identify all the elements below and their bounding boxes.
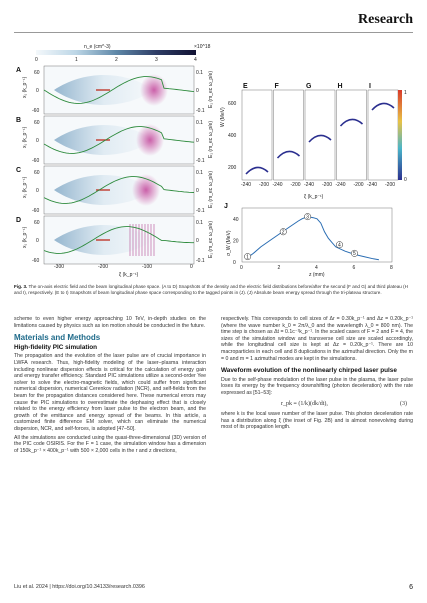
phase-y-label: W (MeV) [220, 107, 226, 127]
footer-citation: Liu et al. 2024 | https://doi.org/10.34133/research.0396 [14, 584, 145, 590]
chart-frame [242, 208, 392, 262]
svg-text:1: 1 [75, 57, 78, 63]
y-tick: -60 [32, 108, 40, 114]
colorbar-exponent: ×10^18 [194, 44, 211, 50]
panel-a [16, 66, 214, 114]
y-tick: 0 [36, 188, 39, 194]
x-tick: 0 [240, 265, 243, 271]
panel-d [16, 216, 214, 264]
x-tick: 6 [352, 265, 356, 271]
panel-frame [242, 90, 272, 180]
panel-label-G: G [306, 83, 312, 90]
svg-text:400: 400 [228, 133, 237, 139]
svg-text:0: 0 [35, 57, 38, 63]
panel-c [16, 166, 214, 214]
x-tick: -240 [367, 182, 378, 188]
panel-f [273, 83, 304, 188]
equation-number: (3) [400, 400, 407, 407]
y-tick: 0 [36, 88, 39, 94]
y-tick: -60 [32, 158, 40, 164]
right-y-tick: -0.1 [196, 108, 205, 114]
colorbar [36, 50, 196, 55]
right-y-tick: -0.1 [196, 258, 205, 264]
subsection-heading-simulation: High-fidelity PIC simulation [14, 343, 98, 351]
panel-label-I: I [369, 83, 371, 90]
left-y-label: x₁ (k_p⁻¹) [22, 126, 28, 148]
panel-label-E: E [243, 83, 248, 90]
panel-label-D: D [16, 217, 22, 224]
y-tick: 60 [34, 70, 40, 76]
panel-i [367, 83, 398, 188]
right-y-tick: 0.1 [196, 70, 203, 76]
equation-body: r_pk ≡ (1/k)(dk/dt), [281, 400, 328, 407]
svg-text:0: 0 [190, 264, 193, 270]
panel-label-B: B [16, 117, 22, 124]
right-y-label: E₁ (m_ec ω_p/e) [208, 71, 214, 108]
journal-title: Research [358, 12, 413, 27]
subsection-heading-waveform: Waveform evolution of the nonlinearly chirped laser pulse [221, 367, 397, 375]
x-tick: 8 [390, 265, 393, 271]
svg-text:-200: -200 [98, 264, 109, 270]
left-paragraph-3: All the simulations are conducted using the quasi-three-dimensional (3D) version of the PIC code OSIRIS. For the F = 1 case, the simulation window has a dimension of 150k_p⁻¹ × 400k_p⁻¹ with 500 × 2,000 cells in the r and z directions, [14, 434, 206, 454]
svg-text:ξ (k_p⁻¹): ξ (k_p⁻¹) [119, 272, 139, 278]
x-tick: -240 [241, 182, 252, 188]
right-y-tick: -0.1 [196, 158, 205, 164]
phase-y-ticks [228, 101, 237, 171]
right-column [221, 316, 413, 433]
svg-text:600: 600 [228, 101, 237, 107]
right-y-tick: 0 [196, 238, 199, 244]
equation-3 [221, 401, 413, 408]
caption-text: The on-axis electric field and the beam longitudinal phase space. (A to D) Snapshots of the density and the electric field distributions before/after the second (F and G) and third plateau (H and I), respectively. (E to I) Snapshots of beam longitudinal phase space corresponding to the tagged points in (J). (J) Absolute beam energy spread through the tri-plateau structure. [14, 284, 408, 296]
x-tick: 2 [277, 265, 281, 271]
svg-text:4: 4 [194, 57, 197, 63]
laser-pulse [140, 74, 168, 106]
panel-label-J: J [224, 203, 228, 210]
left-x-axis [54, 264, 193, 278]
y-tick: -60 [32, 208, 40, 214]
marker-label-3: 3 [306, 214, 309, 221]
x-tick: -200 [290, 182, 301, 188]
figure-caption [14, 284, 413, 296]
left-paragraph-1: scheme to even higher energy approaching 10 TeV, in-depth studies on the limitations caused by physics such as ion motion should be conducted in the future. [14, 316, 206, 329]
y-tick: 0 [233, 260, 236, 266]
right-y-label: E₁ (m_ec ω_p/e) [208, 221, 214, 258]
figure-3 [14, 42, 413, 280]
right-y-tick: 0 [196, 138, 199, 144]
right-paragraph-3: where k is the local wave number of the laser pulse. This photon deceleration rate has a distribution along ξ (the inset of Fig. 2B) and is almost nonevolving during most of its propagation length. [221, 411, 413, 431]
x-tick: -240 [335, 182, 346, 188]
right-y-tick: 0.1 [196, 170, 203, 176]
panel-frame [274, 90, 304, 180]
density-panels [16, 66, 214, 264]
y-tick: 60 [34, 120, 40, 126]
panel-g [304, 83, 335, 188]
caption-lead: Fig. 3. [14, 284, 28, 289]
right-y-label: E₁ (m_ec ω_p/e) [208, 121, 214, 158]
phase-cbar-min: 0 [404, 177, 407, 183]
right-y-label: E₁ (m_ec ω_p/e) [208, 171, 214, 208]
colorbar-ticks [35, 57, 197, 63]
y-tick: 60 [34, 220, 40, 226]
panel-label-F: F [274, 83, 279, 90]
header-rule [14, 32, 413, 33]
y-tick: 0 [36, 138, 39, 144]
left-paragraph-2: The propagation and the evolution of the laser pulse are of crucial importance in LWFA research. Thus, high-fidelity modeling of the laser–plasma interaction including nonlinear dispersion effects is critical for the calculation of energy gain and energy transfer efficiency. Standard PIC simulations utilize a second-order Yee solver to solve the electro-magnetic fields, which could suffer from significant numerical dispersion, numerical Cerenkov radiation (NCR), and self-fields from the beam for the propagation distances considered here. These numerical errors may cause the PIC simulations to overestimate the dephasing effect that is closely related to the energy efficiency from laser pulse to the electron beam, and the growth of the emittance and energy spread of the beams. In this article, a customized finite difference EM solver, which can eliminate the numerical dispersion, NCR, and self-forces, is adopted [47–50]. [14, 353, 206, 432]
right-y-tick: 0 [196, 188, 199, 194]
svg-text:-100: -100 [142, 264, 153, 270]
page-footer [14, 584, 413, 591]
y-tick: 60 [34, 170, 40, 176]
panel-label-A: A [16, 67, 22, 74]
panel-frame [337, 90, 367, 180]
page-number: 6 [409, 584, 413, 591]
x-tick: -240 [272, 182, 283, 188]
phase-colorbar [398, 90, 402, 180]
phase-x-label: ξ (k_p⁻¹) [304, 194, 324, 200]
energy-spread-chart [226, 208, 393, 278]
left-y-label: x₁ (k_p⁻¹) [22, 226, 28, 248]
panel-b [16, 116, 214, 164]
y-tick: 0 [36, 238, 39, 244]
x-tick: -200 [353, 182, 364, 188]
svg-text:2: 2 [115, 57, 118, 63]
phase-space-panels [241, 83, 398, 188]
j-y-label: σ_W (MeV) [226, 230, 232, 256]
x-tick: -240 [304, 182, 315, 188]
x-tick: -200 [259, 182, 270, 188]
panel-h [336, 83, 367, 188]
j-x-label: z (mm) [309, 272, 325, 278]
colorbar-label: n_e (cm^-3) [84, 44, 111, 50]
marker-label-2: 2 [281, 229, 285, 236]
svg-text:200: 200 [228, 165, 237, 171]
panel-e [241, 83, 272, 188]
laser-pulse [136, 124, 164, 156]
y-tick: 20 [233, 238, 239, 245]
right-paragraph-1: respectively. This corresponds to cell sizes of Δr = 0.30k_p⁻¹ and Δz = 0.20k_p⁻¹ (where the wave number k_0 = 2π/λ_0 and the wavelength λ_0 = 800 nm). The time step is chosen as Δt = 0.1c⁻¹k_p⁻¹. In the scaled cases of F = 2 and F = 4, the sizes of the simulation window and transverse cell size are scaled accordingly, while the longitudinal cell size is kept at Δz = 0.20k_p⁻¹. There are 10 macroparticles in each cell and 8 duplications in the azimuthal direction. Only the m = 0 and m = 1 azimuthal modes are kept in the simulations. [221, 316, 413, 362]
marker-label-1: 1 [246, 254, 249, 261]
svg-text:-300: -300 [54, 264, 65, 270]
right-paragraph-2: Due to the self-phase modulation of the laser pulse in the plasma, the laser pulse loses its energy by the frequency downshifting (photon deceleration) with the rate expressed as [51–53]: [221, 376, 413, 396]
panel-label-C: C [16, 167, 22, 174]
right-y-tick: 0 [196, 88, 199, 94]
y-tick: 40 [233, 216, 239, 223]
svg-text:3: 3 [155, 57, 158, 63]
x-tick: 4 [315, 265, 318, 271]
right-y-tick: 0.1 [196, 120, 203, 126]
marker-label-5: 5 [353, 251, 356, 258]
marker-label-4: 4 [338, 242, 341, 249]
x-tick: -200 [322, 182, 333, 188]
left-y-label: x₁ (k_p⁻¹) [22, 176, 28, 198]
left-y-label: x₁ (k_p⁻¹) [22, 76, 28, 98]
x-tick: -200 [385, 182, 396, 188]
right-y-tick: -0.1 [196, 208, 205, 214]
right-y-tick: 0.1 [196, 220, 203, 226]
left-column [14, 316, 206, 456]
y-tick: -60 [32, 258, 40, 264]
panel-label-H: H [337, 83, 343, 90]
section-heading-methods: Materials and Methods [14, 333, 101, 343]
phase-cbar-max: 1 [404, 90, 407, 96]
